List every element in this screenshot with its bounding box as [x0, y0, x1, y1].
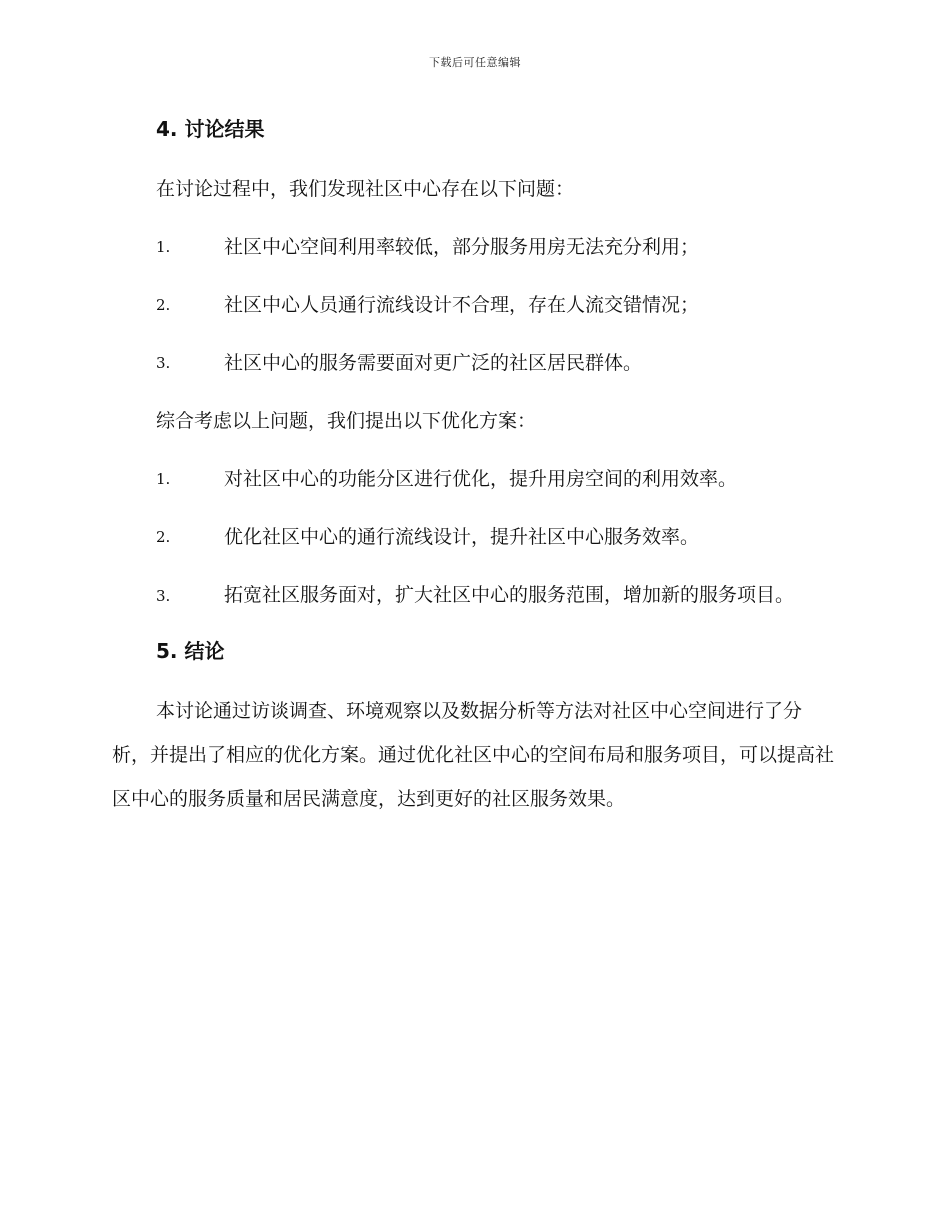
problem-item-2 [112, 283, 834, 327]
list-text: 对社区中心的功能分区进行优化，提升用房空间的利用效率。 [224, 468, 738, 490]
list-text: 社区中心空间利用率较低，部分服务用房无法充分利用； [224, 236, 700, 258]
section-4-intro: 在讨论过程中，我们发现社区中心存在以下问题： [156, 178, 575, 200]
solutions-intro: 综合考虑以上问题，我们提出以下优化方案： [156, 410, 537, 432]
section-4-heading: 4. 讨论结果 [156, 117, 265, 141]
list-text: 拓宽社区服务面对，扩大社区中心的服务范围，增加新的服务项目。 [224, 584, 795, 606]
solution-item-3 [112, 573, 834, 618]
solution-item-1 [112, 457, 834, 501]
solution-item-2 [112, 515, 834, 559]
list-text: 社区中心人员通行流线设计不合理，存在人流交错情况； [224, 294, 700, 316]
problem-item-1 [112, 225, 834, 269]
list-number: 2. [156, 528, 171, 546]
page-header-note: 下载后可任意编辑 [429, 56, 521, 69]
list-number: 1. [156, 238, 171, 256]
list-text: 社区中心的服务需要面对更广泛的社区居民群体。 [224, 352, 643, 374]
list-number: 3. [156, 587, 171, 605]
document-body [112, 110, 834, 821]
section-5-heading: 5. 结论 [156, 639, 225, 663]
list-number: 2. [156, 296, 171, 314]
list-text: 优化社区中心的通行流线设计，提升社区中心服务效率。 [224, 526, 700, 548]
problem-item-3 [112, 341, 834, 385]
list-number: 1. [156, 470, 171, 488]
list-number: 3. [156, 354, 171, 372]
section-5-body: 本讨论通过访谈调查、环境观察以及数据分析等方法对社区中心空间进行了分析，并提出了相应的优化方案。通过优化社区中心的空间布局和服务项目，可以提高社区中心的服务质量和居民满意度，达到更好的社区服务效果。 [112, 700, 835, 810]
